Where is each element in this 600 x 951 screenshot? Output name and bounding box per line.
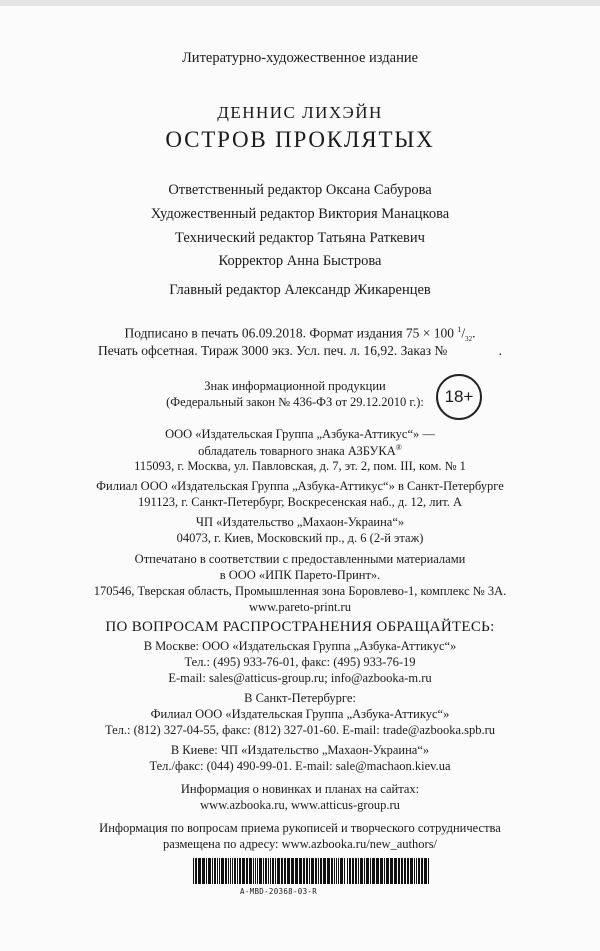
barcode-bar	[306, 858, 308, 884]
barcode-bar	[336, 858, 337, 884]
barcode-bar	[299, 858, 302, 884]
barcode-bar	[327, 858, 330, 884]
publisher-address: 115093, г. Москва, ул. Павловская, д. 7, эт. 2, пом. III, ком. № 1	[134, 459, 466, 473]
branch-spb-line: Филиал ООО «Издательская Группа „Азбука-Аттикус“» в Санкт-Петербурге	[96, 479, 504, 493]
barcode-bar	[347, 858, 348, 884]
barcode-bar	[225, 858, 227, 884]
barcode-bar	[372, 858, 375, 884]
barcode-bar	[398, 858, 400, 884]
barcode-bar	[198, 858, 201, 884]
manuscripts-url: размещена по адресу: www.azbooka.ru/new_authors/	[162, 837, 438, 851]
staff-line: Корректор Анна Быстрова	[218, 253, 382, 269]
barcode-bar	[318, 858, 319, 884]
barcode-bar	[277, 858, 280, 884]
author-name: ДЕННИС ЛИХЭЙН	[217, 103, 383, 122]
barcode-bar	[291, 858, 294, 884]
barcode-bar	[268, 858, 269, 884]
barcode-bar	[295, 858, 298, 884]
barcode-code: A-MBD-20368-03-R	[240, 887, 318, 896]
book-title: ОСТРОВ ПРОКЛЯТЫХ	[165, 127, 435, 152]
barcode-bar	[309, 858, 310, 884]
chief-editor: Главный редактор Александр Жикаренцев	[169, 282, 431, 298]
barcode-bar	[257, 858, 258, 884]
news-info: Информация о новинках и планах на сайтах:	[180, 782, 420, 796]
barcode-bar	[206, 858, 207, 884]
barcode-bar	[323, 858, 326, 884]
distribution-spb-branch: Филиал ООО «Издательская Группа „Азбука-Аттикус“»	[150, 707, 450, 721]
barcode-bar	[416, 858, 417, 884]
staff-line: Художественный редактор Виктория Манацкова	[150, 206, 450, 222]
barcode-bar	[214, 858, 216, 884]
barcode-bar	[349, 858, 351, 884]
barcode-bar	[287, 858, 290, 884]
ukraine-address: 04073, г. Киев, Московский пр., д. 6 (2-й этаж)	[176, 531, 424, 545]
barcode-bar	[315, 858, 317, 884]
barcode-bar	[344, 858, 345, 884]
print-signed-line: Подписано в печать 06.09.2018. Формат издания 75 × 100 $^1/_{32}$.	[124, 325, 476, 344]
barcode-bar	[230, 858, 231, 884]
barcode-bar	[340, 858, 343, 884]
barcode-bar	[421, 858, 423, 884]
barcode-bar	[281, 858, 283, 884]
barcode-bar	[390, 858, 393, 884]
distribution-spb: В Санкт-Петербурге:	[244, 691, 356, 705]
staff-line: Технический редактор Татьяна Раткевич	[175, 230, 425, 246]
barcode-bar	[428, 858, 429, 884]
top-edge	[0, 0, 600, 6]
barcode-bar	[386, 858, 389, 884]
barcode-bar	[380, 858, 383, 884]
news-sites: www.azbooka.ru, www.atticus-group.ru	[200, 798, 400, 812]
barcode-bar	[208, 858, 211, 884]
barcode-bar	[193, 858, 194, 884]
ukraine-line: ЧП «Издательство „Махаон-Украина“»	[195, 515, 405, 529]
barcode-bar	[217, 858, 218, 884]
barcode-bar	[253, 858, 254, 884]
barcode-bar	[424, 858, 427, 884]
barcode-bar	[246, 858, 248, 884]
barcode-bar	[331, 858, 333, 884]
branch-spb-address: 191123, г. Санкт-Петербург, Воскресенская наб., д. 12, лит. А	[137, 495, 463, 509]
age-rating-badge: 18+	[436, 374, 482, 420]
barcode-bar	[394, 858, 397, 884]
barcode-bar	[376, 858, 379, 884]
barcode-bar	[242, 858, 245, 884]
barcode-bar	[334, 858, 335, 884]
distribution-heading: ПО ВОПРОСАМ РАСПРОСТРАНЕНИЯ ОБРАЩАЙТЕСЬ:	[105, 619, 495, 635]
barcode-bar	[384, 858, 385, 884]
distribution-moscow-phone: Тел.: (495) 933-76-01, факс: (495) 933-76-19	[184, 655, 416, 669]
barcode-bar	[401, 858, 403, 884]
printed-address: 170546, Тверская область, Промышленная зона Боровлево-1, комплекс № 3А.	[93, 584, 507, 598]
barcode-bar	[270, 858, 271, 884]
barcode-bar	[259, 858, 262, 884]
barcode-bar	[414, 858, 415, 884]
barcode-bar	[303, 858, 305, 884]
barcode-bar	[364, 858, 365, 884]
barcode-bar	[366, 858, 369, 884]
distribution-kiev: В Киеве: ЧП «Издательство „Махаон-Украина“»	[170, 743, 430, 757]
barcode-bar	[234, 858, 236, 884]
barcode-bar	[360, 858, 363, 884]
distribution-moscow-email: E-mail: sales@atticus-group.ru; info@azbooka-m.ru	[168, 671, 432, 685]
barcode-bar	[237, 858, 238, 884]
barcode-bar	[263, 858, 264, 884]
barcode-bar	[212, 858, 213, 884]
barcode-bar	[219, 858, 220, 884]
barcode-bar	[338, 858, 339, 884]
barcode-bar	[232, 858, 233, 884]
staff-line: Ответственный редактор Оксана Сабурова	[168, 182, 432, 198]
distribution-moscow: В Москве: ООО «Издательская Группа „Азбука-Аттикус“»	[143, 639, 457, 653]
barcode-bar	[410, 858, 413, 884]
printed-line: в ООО «ИПК Парето-Принт».	[219, 568, 381, 582]
print-details-line: Печать офсетная. Тираж 3000 экз. Усл. печ. л. 16,92. Заказ № .	[97, 343, 503, 358]
barcode-bar	[284, 858, 286, 884]
genre-line: Литературно-художественное издание	[181, 50, 419, 66]
distribution-kiev-phone: Тел./факс: (044) 490-99-01. E-mail: sale@machaon.kiev.ua	[149, 759, 451, 773]
barcode	[193, 858, 430, 884]
barcode-bar	[320, 858, 322, 884]
barcode-bar	[202, 858, 205, 884]
barcode-bar	[358, 858, 359, 884]
publisher-line: ООО «Издательская Группа „Азбука-Аттикус“» —	[165, 427, 435, 441]
barcode-bar	[311, 858, 314, 884]
barcode-bar	[355, 858, 357, 884]
printed-line: Отпечатано в соответствии с предоставленными материалами	[134, 552, 466, 566]
barcode-bar	[418, 858, 420, 884]
barcode-bar	[221, 858, 224, 884]
barcode-bar	[265, 858, 267, 884]
publisher-line: обладатель товарного знака АЗБУКА®	[198, 443, 402, 459]
barcode-bar	[249, 858, 252, 884]
barcode-bar	[370, 858, 371, 884]
distribution-spb-phone: Тел.: (812) 327-04-55, факс: (812) 327-01-60. E-mail: trade@azbooka.spb.ru	[104, 723, 496, 737]
printer-website: www.pareto-print.ru	[249, 600, 351, 614]
barcode-bar	[195, 858, 197, 884]
age-rating-text: Знак информационной продукции (Федеральный закон № 436-ФЗ от 29.12.2010 г.):	[166, 379, 424, 409]
barcode-bar	[352, 858, 354, 884]
barcode-bar	[407, 858, 409, 884]
barcode-bar	[228, 858, 229, 884]
barcode-bar	[272, 858, 274, 884]
barcode-bar	[239, 858, 241, 884]
manuscripts-info: Информация по вопросам приема рукописей и творческого сотрудничества	[99, 821, 501, 835]
barcode-bar	[255, 858, 256, 884]
barcode-bar	[404, 858, 406, 884]
barcode-bar	[275, 858, 276, 884]
age-rating-block	[0, 372, 600, 422]
